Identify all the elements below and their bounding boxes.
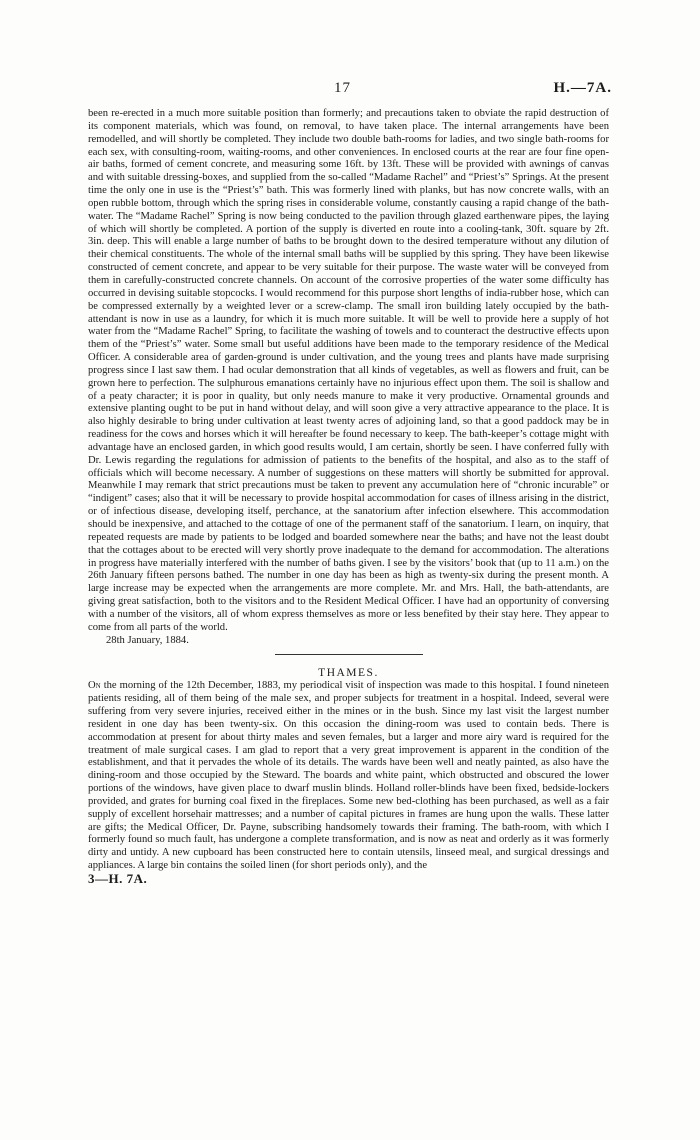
report-date: 28th January, 1884.: [106, 634, 189, 646]
section-heading-thames: THAMES.: [318, 667, 379, 680]
section-divider: [275, 654, 423, 655]
paragraph-thames: [88, 680, 609, 873]
signature-mark: 3—H. 7A.: [88, 870, 148, 886]
page-number: 17: [334, 80, 351, 96]
body-text: [88, 108, 609, 886]
paragraph-lead-word: On: [88, 680, 101, 692]
page-header: [0, 80, 700, 102]
document-reference: H.—7A.: [553, 80, 612, 96]
paragraph-rotorua-continued: been re-erected in a much more suitable position than formerly; and precautions taken to obviate the rapid destruction of its component materials, which was found, on removal, to have taken place. The internal arrangements have been remodelled, and will shortly be completed. They include two double bath-rooms for ladies, and two single bath-rooms for each sex, with consulting-room, waiting-rooms, and other conveniences. In enclosed courts at the rear are four fine open-air baths, formed of cement concrete, and measuring some 16ft. by 13ft. These will be provided with awnings of canvas and with suitable dressing-boxes, and supplied from the so-called “Madame Rachel” and “Priest’s” Springs. At the present time the only one in use is the “Priest’s” bath. This was formerly lined with planks, but has now concrete walls, with an open rubble bottom, through which the spring rises in considerable volume, constantly causing a rapid change of the bath-water. The “Madame Rachel” Spring is now being conducted to the pavilion through glazed earthenware pipes, the laying of which will shortly be completed. A portion of the supply is diverted en route into a cooling-tank, 30ft. square by 2ft. 3in. deep. This will enable a large number of baths to be brought down to the desired temperature without any dilution of their chemical constituents. The whole of the internal small baths will be supplied by this spring. They have been likewise constructed of cement concrete, and appear to be very suitable for their purpose. The waste water will be conveyed from them in carefully-constructed concrete channels. On account of the corrosive properties of the water some difficulty has occurred in devising suitable stopcocks. I would recommend for this purpose short lengths of india-rubber hose, which can be compressed externally by a weighted lever or a screw-clamp. The small iron building lately occupied by the bath-attendant is now in use as a laundry, for which it is much more suitable. It will be well to provide here a supply of hot water from the “Madame Rachel” Spring, to facilitate the washing of towels and to counteract the destructive effects upon them of the “Priest’s” water. Some small but useful additions have been made to the temporary residence of the Medical Officer. A considerable area of garden-ground is under cultivation, and the young trees and plants have made surprising progress since I last saw them. I had ocular demonstration that all kinds of vegetables, as well as flowers and fruit, can be grown here to perfection. The sulphurous emanations certainly have no injurious effect upon them. The soil is shallow and of a peaty character; it is poor in quality, but only needs manure to make it very productive. Ornamental grounds and extensive planting ought to be put in hand without delay, and will soon give a very attractive appearance to the place. It is also highly desirable to bring under cultivation at least twenty acres of adjoining land, so that a good paddock may be in readiness for the cows and horses which it will hereafter be found necessary to keep. The bath-keeper’s cottage might with advantage have an enclosed garden, in which good results would, I am certain, shortly be seen. I have conferred fully with Dr. Lewis regarding the regulations for admission of patients to the benefits of the hospital, and also as to the staff of officials which will become necessary. A number of suggestions on these matters will shortly be submitted for approval. Meanwhile I may remark that strict precautions must be taken to prevent any accumulation here of “chronic incurable” or “indigent” cases; also that it will be necessary to provide hospital accommodation for cases of illness arising in the district, or of infectious disease, developing itself, perchance, at the sanatorium after infection elsewhere. This accommodation should be inexpensive, and attached to the cottage of one of the permanent staff of the sanatorium. I learn, on inquiry, that repeated requests are made by patients to be lodged and boarded somewhere near the baths; and have not the least doubt that the cottages about to be erected will very shortly prove inadequate to the demand for accommodation. The alterations in progress have materially interfered with the number of baths given. I see by the visitors’ book that (up to 11 a.m.) on the 26th January fifteen persons bathed. The number in one day has been as high as twenty-six during the present month. A large increase may be expected when the arrangements are more complete. Mr. and Mrs. Hall, the bath-attendants, are giving great satisfaction, both to the visitors and to the Resident Medical Officer. I have had an opportunity of conversing with a number of the visitors, all of whom express themselves as more or less benefited by their stay here. They appear to come from all parts of the world.: [88, 108, 609, 633]
paragraph-thames-text: the morning of the 12th December, 1883, my periodical visit of inspection was made to this hospital. I found nineteen patients residing, all of them being of the male sex, and proper subjects for treatment in a hospital. Indeed, several were suffering from very severe injuries, received either in the mines or in the bush. Since my last visit the largest number resident in one day has been twenty-six. On this occasion the dining-room was used to contain beds. There is accommodation at present for about thirty males and seven females, but a larger and more airy ward is required for the treatment of male surgical cases. I am glad to report that a very great improvement is apparent in the condition of the establishment, and that it pervades the whole of its details. The wards have been well and neatly painted, as also have the dining-room and those occupied by the Steward. The boards and white paint, which obstructed and obscured the lower portions of the windows, have given place to dwarf muslin blinds. Holland roller-blinds have been fixed, bedside-lockers provided, and grates for burning coal fixed in the fireplaces. Some new bed-clothing has been purchased, as well as a fair supply of excellent horsehair mattresses; and a number of capital pictures in frames are hung upon the walls. These latter are gifts; the Medical Officer, Dr. Payne, subscribing handsomely towards their framing. The bath-room, with which I formerly found so much fault, has undergone a complete transformation, and is now as neat and orderly as it was formerly dirty and untidy. A new cupboard has been constructed here to contain utensils, linseed meal, and surgical dressings and appliances. A large bin contains the soiled linen (for short periods only), and the: [88, 680, 609, 872]
